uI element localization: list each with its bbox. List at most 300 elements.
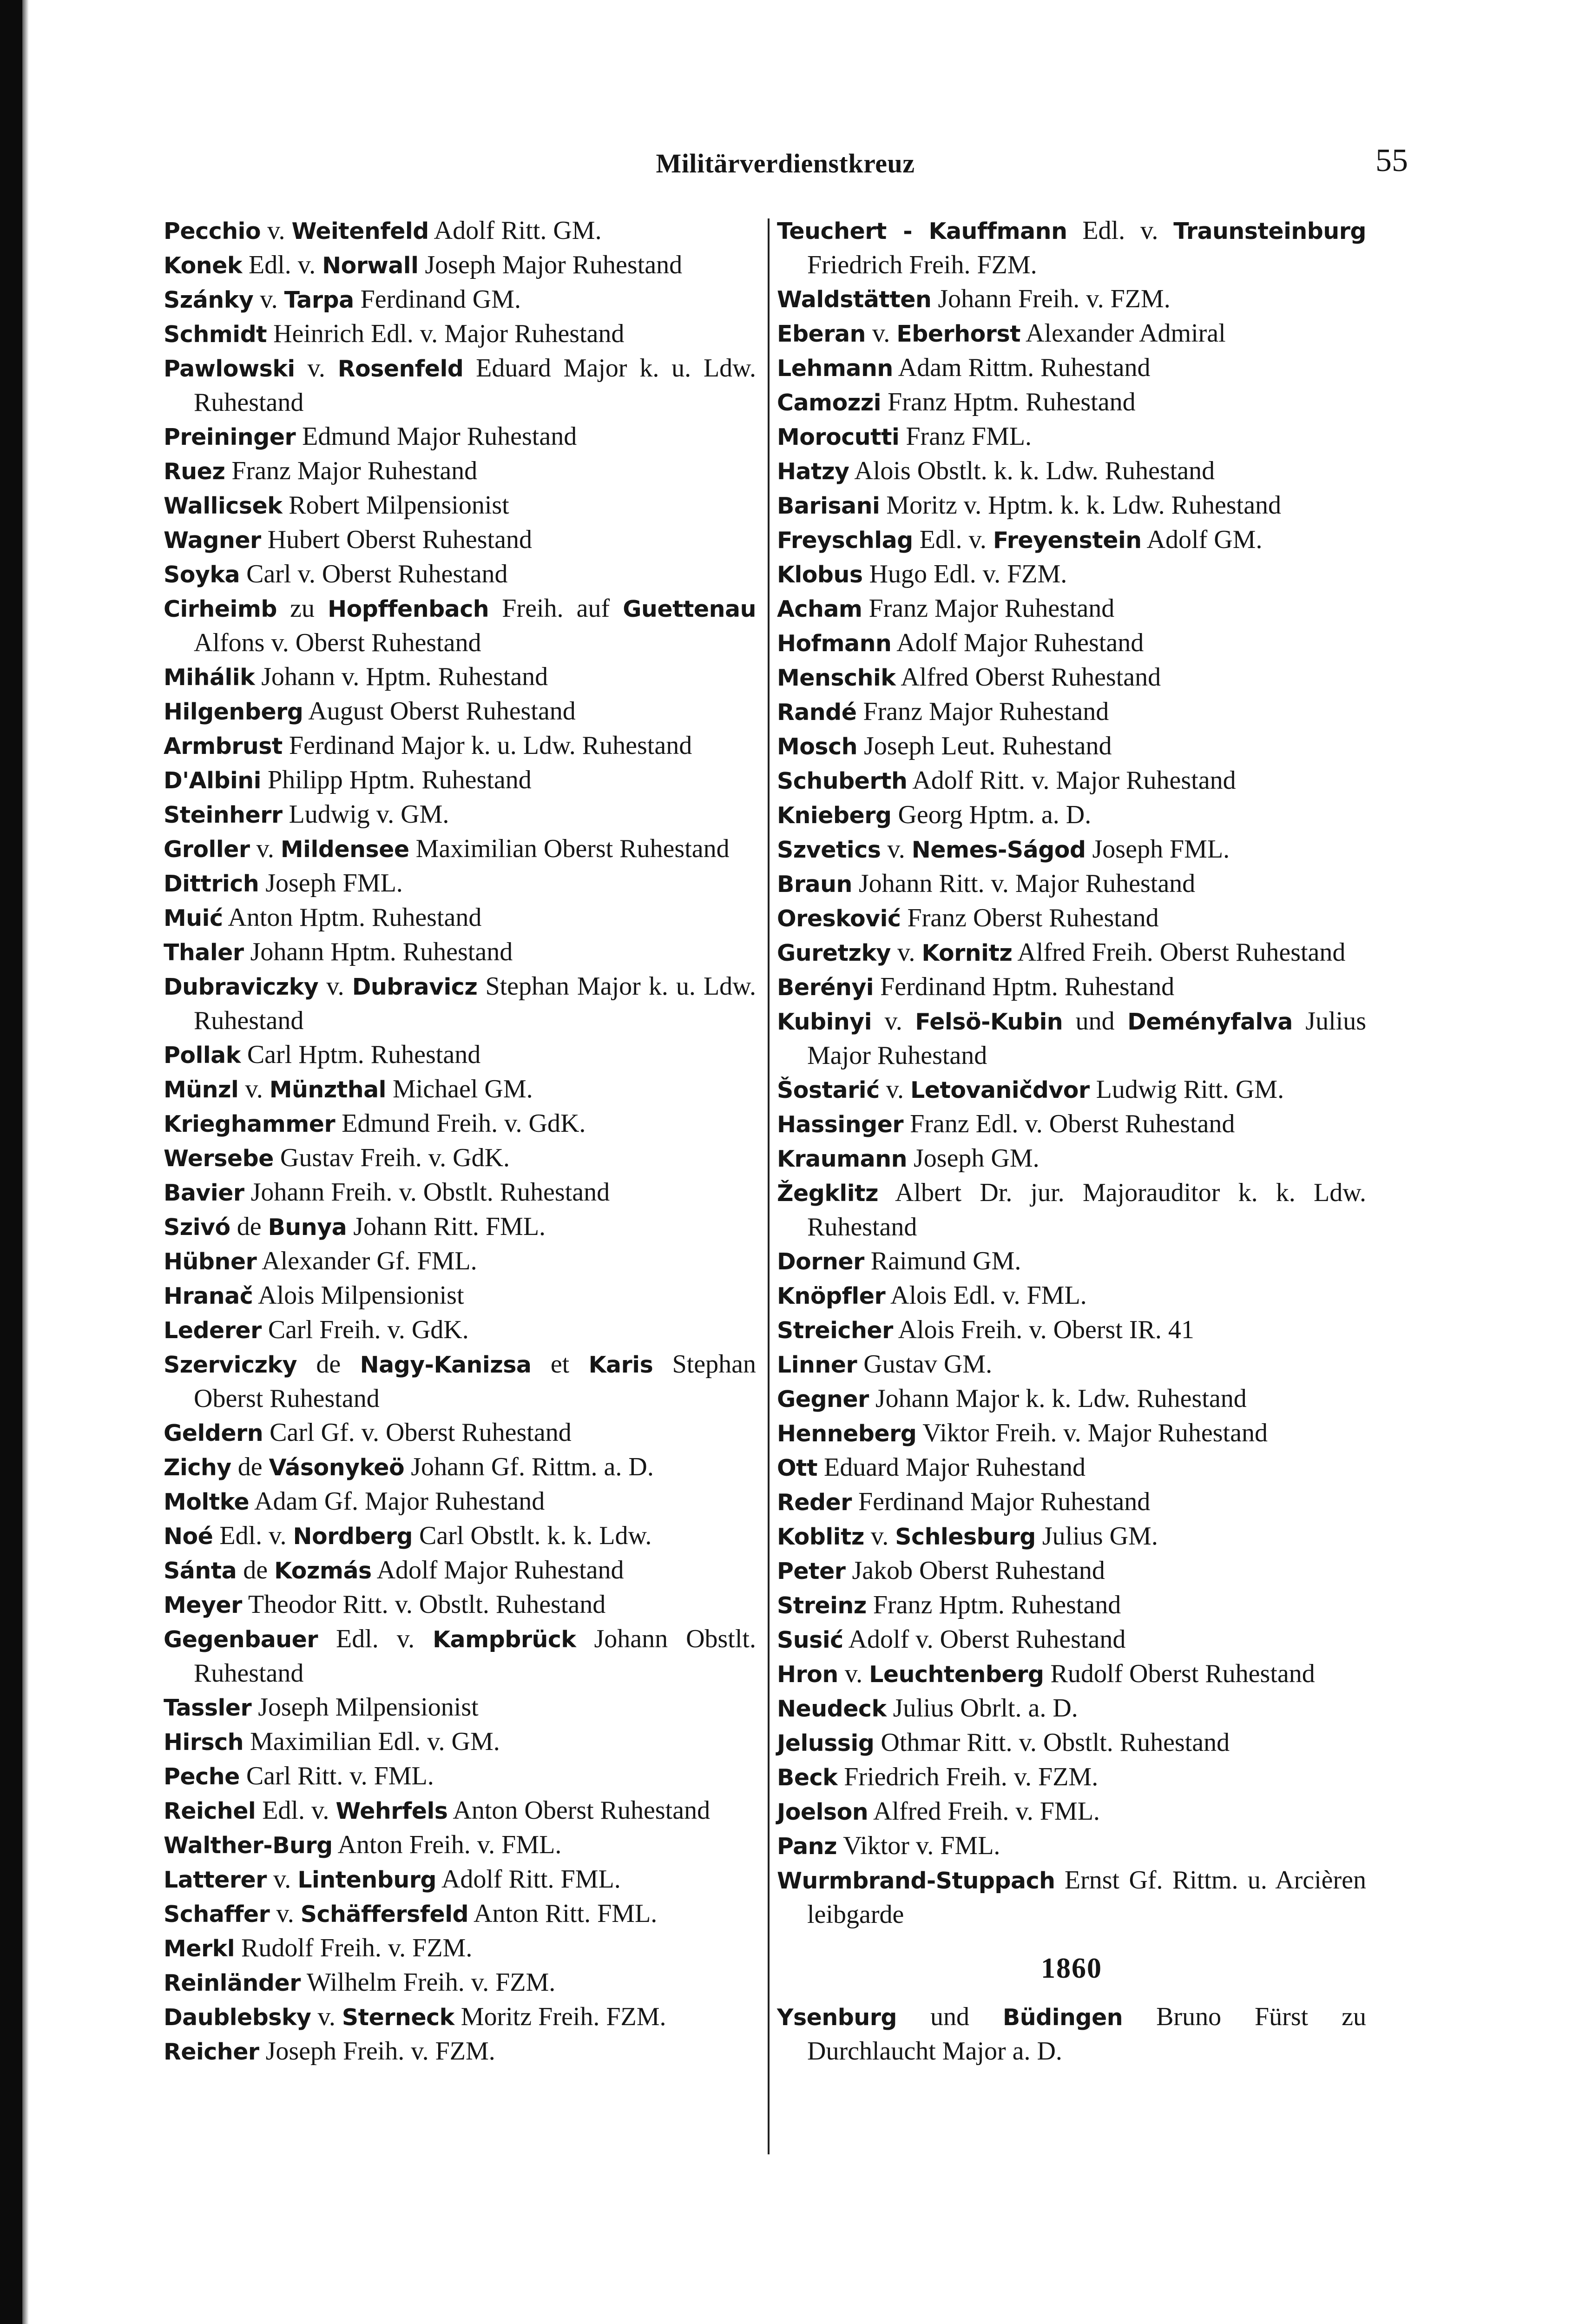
entry-text: Philipp Hptm. Ruhestand — [261, 766, 532, 794]
entry-surname: Vásonykeö — [269, 1454, 405, 1481]
entry — [164, 729, 756, 763]
entry-text: v. — [261, 216, 292, 245]
entry-text: Gustav GM. — [857, 1350, 993, 1379]
entry — [164, 557, 756, 592]
entry — [777, 1623, 1366, 1657]
entry-text: Ferdinand Major Ruhestand — [851, 1487, 1151, 1516]
entry — [164, 1966, 756, 2000]
entry — [777, 1863, 1366, 1932]
entry — [164, 1450, 756, 1485]
entry — [777, 351, 1366, 385]
entry-surname: Joelson — [777, 1799, 868, 1825]
entry-text: Alois Milpensionist — [253, 1281, 464, 1310]
entry-surname: Pollak — [164, 1042, 241, 1069]
entry-surname: Konek — [164, 252, 242, 279]
entry-text: Franz Major Ruhestand — [856, 697, 1109, 726]
entry-surname: Tarpa — [284, 287, 354, 313]
entry-surname: Acham — [777, 596, 862, 622]
entry-surname: Wagner — [164, 527, 261, 554]
entry-surname: Moltke — [164, 1489, 250, 1515]
entry-surname: Hilgenberg — [164, 699, 303, 725]
entry — [777, 1519, 1366, 1554]
entry — [164, 351, 756, 420]
entry — [164, 901, 756, 935]
entry — [164, 317, 756, 351]
entry-surname: Cirheimb — [164, 596, 277, 622]
entry-surname: Menschik — [777, 665, 896, 691]
entry-text: Edl. v. — [213, 1521, 293, 1550]
entry-surname: Peter — [777, 1558, 846, 1585]
entry — [777, 1107, 1366, 1142]
entry-surname: Reichel — [164, 1798, 256, 1824]
entry-surname: Walther-Burg — [164, 1832, 333, 1859]
entry-text: Adolf Major Ruhestand — [371, 1556, 624, 1585]
entry-surname: Felsö-Kubin — [915, 1009, 1063, 1035]
entry-surname: Hranač — [164, 1283, 253, 1309]
entry-text: Johann Gf. Rittm. a. D. — [404, 1452, 654, 1481]
entry-text: Johann Ritt. v. Major Ruhestand — [852, 869, 1196, 898]
entry-surname: Oresković — [777, 905, 901, 932]
entry — [777, 214, 1366, 282]
entry-text: Adolf Ritt. v. Major Ruhestand — [907, 766, 1236, 795]
entry-surname: Henneberg — [777, 1420, 917, 1447]
entry — [164, 1690, 756, 1725]
entry-surname: Groller — [164, 836, 250, 863]
entry-text: Raimund GM. — [864, 1247, 1021, 1275]
entry-surname: Daublebsky — [164, 2004, 311, 2031]
entry — [777, 832, 1366, 867]
entry-text: Jakob Oberst Ruhestand — [845, 1556, 1105, 1585]
entry-surname: Žegklitz — [777, 1180, 878, 1207]
entry-surname: Münzthal — [269, 1076, 386, 1103]
entry-text: Rudolf Freih. v. FZM. — [235, 1934, 473, 1962]
entry-text: Alfred Freih. Oberst Ruhestand — [1012, 938, 1346, 967]
entry-surname: Rosenfeld — [337, 356, 464, 382]
entry — [164, 798, 756, 832]
entry-text: Edmund Major Ruhestand — [296, 422, 577, 451]
entry-text: Joseph Major Ruhestand — [418, 251, 683, 279]
entry-surname: Schmidt — [164, 321, 267, 348]
scan-binding-shadow — [22, 0, 29, 2324]
entry — [777, 557, 1366, 592]
entry-surname: Schlesburg — [895, 1524, 1036, 1550]
entry-surname: Neudeck — [777, 1696, 887, 1722]
entry-surname: Geldern — [164, 1420, 263, 1446]
entry-text: Julius Obrlt. a. D. — [886, 1694, 1078, 1723]
entry-surname: Armbrust — [164, 733, 283, 759]
entry-surname: Freyschlag — [777, 527, 913, 554]
entry-text: Franz Oberst Ruhestand — [901, 904, 1159, 932]
entry — [777, 592, 1366, 626]
page-number: 55 — [1375, 143, 1408, 178]
entry-text: Joseph Milpensionist — [251, 1693, 479, 1722]
entry — [777, 1451, 1366, 1485]
entry-text: Franz Major Ruhestand — [225, 456, 478, 485]
entry-surname: Guretzky — [777, 940, 891, 966]
entry — [777, 1588, 1366, 1623]
entry — [777, 1142, 1366, 1176]
entry — [164, 1519, 756, 1553]
entry-text: Johann Freih. v. Obstlt. Ruhestand — [244, 1178, 610, 1207]
entry-text: v. — [890, 938, 922, 967]
entry — [164, 1141, 756, 1175]
entry-surname: Deményfalva — [1127, 1009, 1293, 1035]
entry-text: Franz Hptm. Ruhestand — [866, 1591, 1121, 1619]
entry-surname: Wurmbrand-Stuppach — [777, 1868, 1055, 1894]
entry — [164, 935, 756, 970]
entry — [164, 1553, 756, 1588]
entry — [164, 1897, 756, 1931]
entry-text: Julius Major Ruhestand — [807, 1007, 1367, 1070]
entry-text: Bruno Fürst zu Durchlaucht Major a. D. — [807, 2002, 1366, 2066]
entry — [777, 1004, 1366, 1073]
entry-surname: Latterer — [164, 1867, 267, 1893]
page-header — [163, 143, 1408, 190]
entry-surname: Waldstätten — [777, 286, 932, 313]
entry-text: Wilhelm Freih. v. FZM. — [300, 1968, 556, 1997]
entry-surname: Eberan — [777, 321, 866, 347]
entry-text: Franz FML. — [899, 422, 1032, 451]
entry-surname: Szánky — [164, 287, 254, 313]
entry — [164, 214, 756, 248]
entry-text: Stephan Oberst Ruhestand — [194, 1350, 756, 1413]
entry — [777, 1279, 1366, 1313]
entry — [777, 764, 1366, 798]
entry-surname: Reicher — [164, 2039, 259, 2065]
entry-text: de — [230, 1212, 268, 1241]
entry-text: v. — [871, 1007, 915, 1036]
entry — [777, 660, 1366, 695]
entry-text: Carl Gf. v. Oberst Ruhestand — [263, 1418, 572, 1447]
entry — [777, 729, 1366, 764]
entry-text: Alois Freih. v. Oberst IR. 41 — [893, 1315, 1194, 1344]
entry-text: Alois Edl. v. FML. — [885, 1281, 1087, 1310]
entry-text: und — [1063, 1007, 1128, 1036]
entry-text: Alfred Freih. v. FML. — [868, 1797, 1100, 1826]
entry-surname: Lederer — [164, 1317, 262, 1344]
entry-surname: Pecchio — [164, 218, 261, 244]
entry — [777, 1691, 1366, 1726]
entry — [164, 1107, 756, 1141]
entry-text: Heinrich Edl. v. Major Ruhestand — [267, 319, 625, 348]
entry-surname: Sterneck — [342, 2004, 454, 2031]
entry-surname: Hatzy — [777, 458, 849, 485]
entry-surname: Camozzi — [777, 390, 882, 416]
entry — [777, 282, 1366, 317]
entry — [164, 283, 756, 317]
section-1860-entries — [777, 2000, 1366, 2068]
entry-surname: Kornitz — [921, 940, 1013, 966]
entry — [164, 1347, 756, 1416]
entry-text: Johann Major k. k. Ldw. Ruhestand — [868, 1384, 1247, 1413]
entry-text: Othmar Ritt. v. Obstlt. Ruhestand — [874, 1728, 1230, 1757]
entry-text: Adolf Ritt. FML. — [436, 1865, 621, 1894]
entry-text: Johann Obstlt. Ruhestand — [194, 1624, 756, 1688]
entry-surname: Guettenau — [623, 596, 756, 622]
entry — [777, 626, 1366, 660]
entry — [164, 592, 756, 660]
entry-text: Anton Freih. v. FML. — [332, 1830, 562, 1859]
entry-surname: Bavier — [164, 1180, 244, 1206]
column-divider — [768, 218, 770, 2154]
entry-surname: Hassinger — [777, 1111, 904, 1138]
entry-surname: Merkl — [164, 1935, 235, 1962]
entry-text: Maximilian Oberst Ruhestand — [409, 834, 730, 863]
entry-surname: Dubraviczky — [164, 974, 319, 1000]
entry — [777, 1347, 1366, 1382]
entry-surname: Schaffer — [164, 1901, 270, 1928]
entry-text: und — [896, 2002, 1003, 2031]
entry-text: v. — [250, 834, 281, 863]
entry — [164, 660, 756, 694]
entry-text: Alfons v. Oberst Ruhestand — [194, 628, 481, 657]
entry-surname: Leuchtenberg — [869, 1661, 1044, 1688]
entry-surname: Linner — [777, 1352, 857, 1378]
entry-surname: Klobus — [777, 561, 863, 588]
entry-text: Michael GM. — [386, 1075, 533, 1103]
entry — [777, 798, 1366, 832]
entry-text: v. — [865, 319, 897, 348]
entry — [777, 385, 1366, 420]
entry-text: Rudolf Oberst Ruhestand — [1044, 1659, 1315, 1688]
entry — [164, 1313, 756, 1347]
entry — [777, 1726, 1366, 1760]
entry — [777, 1176, 1366, 1244]
entry-text: Carl Obstlt. k. k. Ldw. — [413, 1521, 652, 1550]
entry-text: de — [297, 1350, 360, 1379]
entry-text: Maximilian Edl. v. GM. — [243, 1727, 500, 1756]
entry-surname: Nagy-Kanizsa — [360, 1352, 532, 1378]
entry-text: Ludwig v. GM. — [282, 800, 449, 829]
entry-text: Moritz Freih. FZM. — [454, 2002, 666, 2031]
entry-text: Eduard Major k. u. Ldw. Ruhestand — [194, 354, 756, 417]
entry-surname: Mildensee — [280, 836, 409, 863]
entry-text: Ferdinand Major k. u. Ldw. Ruhestand — [282, 731, 692, 760]
entry-text: Friedrich Freih. FZM. — [807, 251, 1037, 279]
entry-surname: Koblitz — [777, 1524, 864, 1550]
entry-text: Anton Ritt. FML. — [468, 1899, 658, 1928]
entry — [777, 1416, 1366, 1451]
entry-text: Friedrich Freih. v. FZM. — [837, 1763, 1099, 1791]
entry-surname: Streinz — [777, 1592, 867, 1619]
entry-text: Moritz v. Hptm. k. k. Ldw. Ruhestand — [880, 491, 1282, 520]
entry-surname: Kubinyi — [777, 1009, 872, 1035]
entry-surname: Tassler — [164, 1695, 252, 1721]
entry — [164, 420, 756, 454]
entry — [777, 1760, 1366, 1795]
entry — [164, 1485, 756, 1519]
entry-surname: Szivó — [164, 1214, 230, 1241]
entry — [777, 1554, 1366, 1588]
entry-surname: Gegenbauer — [164, 1626, 318, 1653]
entry-text: Ferdinand GM. — [354, 285, 521, 314]
entry-text: Albert Dr. jur. Majorauditor k. k. Ldw. Ruhestand — [807, 1178, 1366, 1241]
entry — [164, 832, 756, 866]
entry-text: v. — [318, 972, 352, 1001]
entry — [777, 317, 1366, 351]
entry-surname: Knöpfler — [777, 1283, 886, 1309]
entry-surname: Susić — [777, 1627, 843, 1653]
entry-text: Anton Oberst Ruhestand — [447, 1796, 711, 1825]
entry-surname: Letovaničdvor — [910, 1077, 1090, 1103]
entry-text: Stephan Major k. u. Ldw. Ruhestand — [194, 972, 756, 1035]
entry-surname: Braun — [777, 871, 852, 898]
entry-text: v. — [879, 1075, 910, 1104]
entry-surname: Bunya — [268, 1214, 347, 1241]
entry-surname: Panz — [777, 1833, 837, 1860]
entry-text: Joseph Leut. Ruhestand — [857, 732, 1112, 760]
entry-surname: Randé — [777, 699, 857, 726]
entry — [164, 866, 756, 901]
entry — [164, 523, 756, 557]
entry-surname: Lintenburg — [297, 1867, 436, 1893]
entry-surname: Muić — [164, 905, 223, 931]
entry-text: Robert Milpensionist — [282, 491, 509, 520]
entry-surname: D'Albini — [164, 767, 261, 794]
entry-surname: Sánta — [164, 1558, 237, 1584]
entry-text: Joseph GM. — [907, 1144, 1040, 1173]
entry — [164, 1725, 756, 1759]
entry — [777, 1382, 1366, 1416]
entry-surname: Kampbrück — [433, 1626, 576, 1653]
entry-text: Adam Gf. Major Ruhestand — [249, 1487, 545, 1516]
entry-text: v. — [295, 354, 338, 383]
entry — [164, 1622, 756, 1690]
entry — [164, 1759, 756, 1794]
entry-text: v. — [270, 1899, 301, 1928]
entry-text: Freih. auf — [489, 594, 623, 623]
entry-surname: Meyer — [164, 1592, 242, 1618]
entry-surname: Wehrfels — [336, 1798, 448, 1824]
entry-text: Joseph FML. — [259, 869, 403, 898]
entry-surname: Jelussig — [777, 1730, 875, 1756]
entry-surname: Lehmann — [777, 355, 893, 382]
entry — [777, 2000, 1366, 2068]
entry-surname: Kozmás — [274, 1558, 372, 1584]
entry-surname: Šostarić — [777, 1077, 880, 1103]
entry-text: v. — [838, 1659, 869, 1688]
entry-text: Edl. v. — [1067, 216, 1174, 245]
entry-surname: Dorner — [777, 1248, 864, 1275]
entry — [164, 2034, 756, 2069]
entry-text: Hugo Edl. v. FZM. — [862, 560, 1067, 588]
entry — [164, 1210, 756, 1244]
entry-text: Viktor Freih. v. Major Ruhestand — [916, 1419, 1268, 1447]
entry-surname: Thaler — [164, 939, 244, 966]
entry-text: Johann Freih. v. FZM. — [931, 284, 1171, 313]
entry — [164, 1072, 756, 1107]
entry-text: Carl Hptm. Ruhestand — [240, 1040, 481, 1069]
entry-surname: Szvetics — [777, 837, 881, 863]
entry-surname: Pawlowski — [164, 356, 295, 382]
entry — [777, 1313, 1366, 1347]
right-column — [777, 214, 1366, 2068]
entry — [164, 1588, 756, 1622]
entry — [164, 1416, 756, 1450]
entry-surname: Hopffenbach — [328, 596, 489, 622]
entry-surname: Mihálik — [164, 664, 255, 691]
entry — [164, 1794, 756, 1828]
entry-surname: Berényi — [777, 974, 874, 1001]
entry-text: v. — [864, 1522, 895, 1551]
entry — [777, 523, 1366, 557]
entry-surname: Dittrich — [164, 871, 259, 897]
entry-text: Edl. v. — [256, 1796, 336, 1825]
entry-text: Adam Rittm. Ruhestand — [893, 353, 1151, 382]
running-title: Militärverdienstkreuz — [656, 148, 915, 178]
entry-surname: Nordberg — [293, 1523, 413, 1550]
entry-text: Edmund Freih. v. GdK. — [335, 1109, 586, 1138]
entry-text: Adolf Ritt. GM. — [428, 216, 602, 245]
entry-surname: Beck — [777, 1764, 838, 1791]
entry — [777, 695, 1366, 729]
entry-text: Ernst Gf. Rittm. u. Arcièren leibgarde — [807, 1866, 1366, 1929]
entry — [777, 1795, 1366, 1829]
entry-surname: Preininger — [164, 424, 296, 450]
entry-text: Edl. v. — [242, 251, 322, 279]
entry — [777, 489, 1366, 523]
entry-surname: Ruez — [164, 458, 225, 485]
entry — [164, 1038, 756, 1072]
entry — [777, 1657, 1366, 1691]
entry-surname: Teuchert - Kauffmann — [777, 218, 1067, 244]
entry-surname: Zichy — [164, 1454, 231, 1481]
entry-text: Alfred Oberst Ruhestand — [895, 663, 1161, 692]
entry — [164, 489, 756, 523]
entry-surname: Reinländer — [164, 1970, 301, 1996]
entry-surname: Steinherr — [164, 802, 283, 828]
entry-surname: Hofmann — [777, 630, 892, 657]
entry — [164, 454, 756, 489]
entry-text: Adolf v. Oberst Ruhestand — [843, 1625, 1126, 1654]
entry-text: Julius GM. — [1035, 1522, 1158, 1551]
entry-text: Eduard Major Ruhestand — [817, 1453, 1086, 1482]
entry — [164, 1931, 756, 1966]
entry-text: Carl Ritt. v. FML. — [239, 1762, 434, 1790]
entry-surname: Münzl — [164, 1076, 239, 1103]
entry-text: Anton Hptm. Ruhestand — [223, 903, 482, 932]
entry-surname: Morocutti — [777, 424, 900, 450]
left-column — [164, 214, 756, 2069]
entry-surname: Schuberth — [777, 768, 908, 794]
entry-surname: Traunsteinburg — [1173, 218, 1367, 244]
entry — [164, 1175, 756, 1210]
entry-text: v. — [253, 285, 284, 314]
entry — [164, 1862, 756, 1897]
entry-text: zu — [276, 594, 328, 623]
entry-surname: Schäffersfeld — [300, 1901, 469, 1928]
entry-text: Carl Freih. v. GdK. — [261, 1315, 469, 1344]
entry-text: Edl. v. — [318, 1624, 433, 1653]
entry-surname: Streicher — [777, 1317, 893, 1344]
entry-surname: Noé — [164, 1523, 213, 1550]
entry-surname: Ysenburg — [777, 2004, 897, 2031]
entry — [777, 1244, 1366, 1279]
entry-surname: Dubravicz — [352, 974, 478, 1000]
entry-text: Joseph Freih. v. FZM. — [259, 2037, 495, 2066]
entry — [164, 1828, 756, 1862]
entry-text: Joseph FML. — [1086, 835, 1230, 864]
entry — [164, 694, 756, 729]
entry-text: Viktor v. FML. — [837, 1831, 1000, 1860]
entry-surname: Peche — [164, 1763, 240, 1790]
entry-text: Gustav Freih. v. GdK. — [273, 1143, 510, 1172]
entry — [777, 936, 1366, 970]
entry-text: August Oberst Ruhestand — [303, 697, 576, 726]
entry-surname: Weitenfeld — [291, 218, 429, 244]
entry-text: Carl v. Oberst Ruhestand — [240, 560, 508, 588]
entry-text: Johann Ritt. FML. — [347, 1212, 546, 1241]
